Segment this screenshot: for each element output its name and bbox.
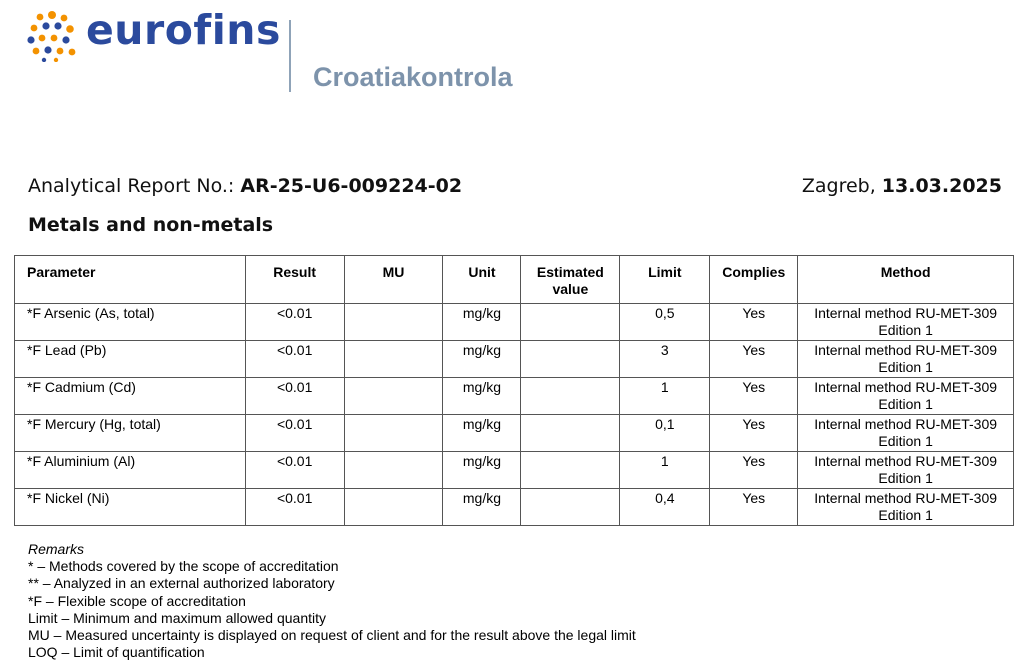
cell-parameter: *F Lead (Pb): [15, 341, 246, 378]
cell-method: [798, 378, 1014, 415]
table-row: [15, 489, 1014, 526]
cell-method: [798, 452, 1014, 489]
cell-estimated: [521, 378, 620, 415]
method-name: Internal method RU-MET-309: [814, 305, 998, 321]
cell-mu: [344, 341, 443, 378]
method-edition: Edition 1: [878, 507, 933, 523]
cell-estimated: [521, 304, 620, 341]
header-limit: Limit: [620, 256, 710, 304]
cell-mu: [344, 304, 443, 341]
header-complies: Complies: [710, 256, 798, 304]
remark-line: Limit – Minimum and maximum allowed quantity: [28, 609, 326, 626]
method-edition: Edition 1: [878, 433, 933, 449]
cell-result: <0.01: [245, 452, 344, 489]
results-table: [14, 255, 1014, 526]
method-edition: Edition 1: [878, 322, 933, 338]
remarks-section: [28, 541, 636, 661]
cell-limit: 1: [620, 452, 710, 489]
header-estimated-line-1: Estimated: [536, 264, 604, 280]
cell-complies: Yes: [710, 378, 798, 415]
header-unit: Unit: [443, 256, 521, 304]
table-row: [15, 452, 1014, 489]
cell-result: <0.01: [245, 341, 344, 378]
report-date: 13.03.2025: [881, 175, 1002, 197]
eurofins-logo-icon: [26, 10, 78, 62]
cell-complies: Yes: [710, 304, 798, 341]
report-date-line: [802, 175, 1002, 197]
method-edition: Edition 1: [878, 470, 933, 486]
table-row: [15, 415, 1014, 452]
cell-limit: 0,1: [620, 415, 710, 452]
remark-line: LOQ – Limit of quantification: [28, 644, 205, 661]
cell-mu: [344, 489, 443, 526]
method-name: Internal method RU-MET-309: [814, 342, 998, 358]
table-row: [15, 341, 1014, 378]
cell-result: <0.01: [245, 415, 344, 452]
table-row: [15, 378, 1014, 415]
method-name: Internal method RU-MET-309: [814, 490, 998, 506]
cell-method: [798, 304, 1014, 341]
remark-line: MU – Measured uncertainty is displayed on request of client and for the result above the legal limit: [28, 627, 636, 644]
cell-mu: [344, 415, 443, 452]
cell-limit: 0,4: [620, 489, 710, 526]
method-edition: Edition 1: [878, 396, 933, 412]
header-method: Method: [798, 256, 1014, 304]
report-number-line: [28, 175, 462, 197]
cell-parameter: *F Mercury (Hg, total): [15, 415, 246, 452]
method-name: Internal method RU-MET-309: [814, 416, 998, 432]
cell-limit: 1: [620, 378, 710, 415]
cell-estimated: [521, 415, 620, 452]
remark-line: * – Methods covered by the scope of accreditation: [28, 558, 339, 575]
header-mu: MU: [344, 256, 443, 304]
method-edition: Edition 1: [878, 359, 933, 375]
cell-unit: mg/kg: [443, 415, 521, 452]
cell-unit: mg/kg: [443, 489, 521, 526]
cell-complies: Yes: [710, 415, 798, 452]
section-title: Metals and non-metals: [28, 214, 274, 236]
cell-method: [798, 489, 1014, 526]
cell-unit: mg/kg: [443, 304, 521, 341]
method-name: Internal method RU-MET-309: [814, 379, 998, 395]
cell-mu: [344, 378, 443, 415]
cell-method: [798, 415, 1014, 452]
cell-parameter: *F Cadmium (Cd): [15, 378, 246, 415]
brand-logo-text: eurofins: [86, 6, 281, 54]
cell-unit: mg/kg: [443, 341, 521, 378]
header-estimated-value: [521, 256, 620, 304]
cell-result: <0.01: [245, 304, 344, 341]
cell-mu: [344, 452, 443, 489]
cell-result: <0.01: [245, 489, 344, 526]
remark-line: ** – Analyzed in an external authorized laboratory: [28, 575, 335, 592]
header-estimated-line-2: value: [552, 281, 589, 297]
cell-parameter: *F Aluminium (Al): [15, 452, 246, 489]
remarks-title: Remarks: [28, 541, 85, 557]
report-label: Analytical Report No.:: [28, 175, 235, 197]
sub-brand-name: Croatiakontrola: [313, 62, 513, 92]
cell-complies: Yes: [710, 452, 798, 489]
header-parameter: Parameter: [15, 256, 246, 304]
report-place: Zagreb,: [801, 175, 876, 197]
cell-complies: Yes: [710, 489, 798, 526]
cell-parameter: *F Arsenic (As, total): [15, 304, 246, 341]
cell-estimated: [521, 489, 620, 526]
remark-line: *F – Flexible scope of accreditation: [28, 592, 246, 609]
cell-complies: Yes: [710, 341, 798, 378]
cell-estimated: [521, 452, 620, 489]
cell-limit: 0,5: [620, 304, 710, 341]
cell-parameter: *F Nickel (Ni): [15, 489, 246, 526]
report-number: AR-25-U6-009224-02: [240, 175, 463, 197]
logo-divider: [289, 20, 291, 92]
cell-unit: mg/kg: [443, 378, 521, 415]
cell-unit: mg/kg: [443, 452, 521, 489]
cell-estimated: [521, 341, 620, 378]
header-result: Result: [245, 256, 344, 304]
cell-result: <0.01: [245, 378, 344, 415]
cell-method: [798, 341, 1014, 378]
method-name: Internal method RU-MET-309: [814, 453, 998, 469]
cell-limit: 3: [620, 341, 710, 378]
table-header-row: [15, 256, 1014, 304]
table-row: [15, 304, 1014, 341]
